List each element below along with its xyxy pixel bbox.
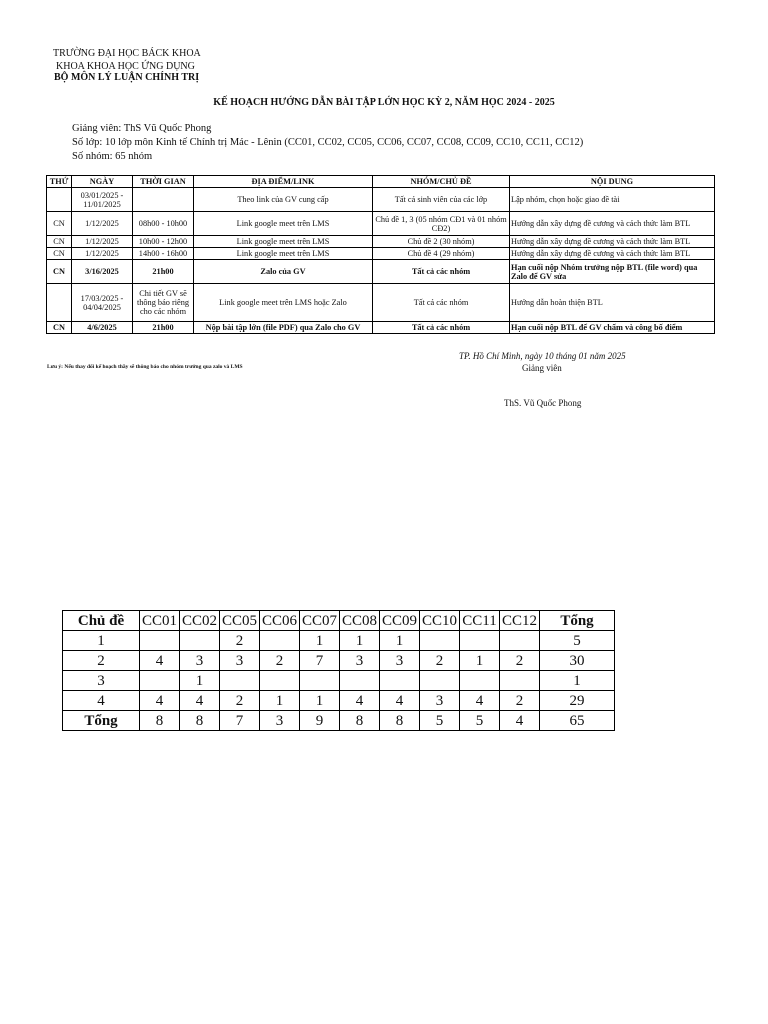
plan-cell: Zalo của GV xyxy=(194,260,373,284)
plan-cell: Hướng dẫn hoàn thiện BTL xyxy=(510,284,715,322)
summary-row xyxy=(63,631,615,651)
summary-cell: 3 xyxy=(380,651,420,671)
plan-cell: CN xyxy=(47,322,72,334)
plan-header-cell: ĐỊA ĐIỂM/LINK xyxy=(194,176,373,188)
summary-cell xyxy=(260,631,300,651)
summary-cell: 1 xyxy=(260,691,300,711)
groups-info: Số nhóm: 65 nhóm xyxy=(72,151,153,162)
summary-cell xyxy=(420,671,460,691)
summary-cell: 4 xyxy=(500,711,540,731)
plan-cell: 1/12/2025 xyxy=(72,248,133,260)
summary-row xyxy=(63,671,615,691)
summary-cell: 1 xyxy=(300,691,340,711)
plan-cell: Chủ đề 4 (29 nhóm) xyxy=(373,248,510,260)
plan-cell: Tất cả sinh viên của các lớp xyxy=(373,188,510,212)
summary-cell: 4 xyxy=(380,691,420,711)
summary-cell: 4 xyxy=(140,651,180,671)
plan-row xyxy=(47,260,715,284)
summary-cell: 8 xyxy=(140,711,180,731)
summary-cell: 5 xyxy=(420,711,460,731)
summary-cell: 1 xyxy=(180,671,220,691)
plan-cell: 1/12/2025 xyxy=(72,212,133,236)
summary-cell: 8 xyxy=(340,711,380,731)
plan-row xyxy=(47,188,715,212)
summary-cell xyxy=(460,671,500,691)
university-name: TRƯỜNG ĐẠI HỌC BÁCK KHOA xyxy=(53,48,201,59)
summary-cell: 7 xyxy=(300,651,340,671)
signature-name: ThS. Vũ Quốc Phong xyxy=(504,398,582,408)
plan-cell: Hướng dẫn xây dựng đề cương và cách thức làm BTL xyxy=(510,212,715,236)
summary-header-cell: CC12 xyxy=(500,611,540,631)
summary-cell xyxy=(140,671,180,691)
plan-row xyxy=(47,248,715,260)
summary-cell xyxy=(340,671,380,691)
document-title: KẾ HOẠCH HƯỚNG DẪN BÀI TẬP LỚN HỌC KỲ 2, NĂM HỌC 2024 - 2025 xyxy=(213,97,555,108)
summary-header-cell: CC09 xyxy=(380,611,420,631)
plan-cell xyxy=(47,188,72,212)
plan-cell: CN xyxy=(47,248,72,260)
plan-cell: 4/6/2025 xyxy=(72,322,133,334)
plan-cell: 14h00 - 16h00 xyxy=(133,248,194,260)
summary-cell xyxy=(300,671,340,691)
plan-header-row xyxy=(47,176,715,188)
plan-cell: Hạn cuối nộp BTL để GV chấm và công bố điểm xyxy=(510,322,715,334)
summary-cell: 3 xyxy=(220,651,260,671)
summary-row xyxy=(63,651,615,671)
summary-cell: 4 xyxy=(63,691,140,711)
plan-header-cell: NHÓM/CHỦ ĐỀ xyxy=(373,176,510,188)
plan-cell: 10h00 - 12h00 xyxy=(133,236,194,248)
summary-cell: 4 xyxy=(460,691,500,711)
signature-role: Giảng viên xyxy=(522,363,562,373)
plan-cell: 08h00 - 10h00 xyxy=(133,212,194,236)
plan-cell: Lập nhóm, chọn hoặc giao đề tài xyxy=(510,188,715,212)
summary-cell xyxy=(140,631,180,651)
plan-cell: Theo link của GV cung cấp xyxy=(194,188,373,212)
plan-cell: Chủ đề 1, 3 (05 nhóm CĐ1 và 01 nhóm CĐ2) xyxy=(373,212,510,236)
summary-cell: Tổng xyxy=(63,711,140,731)
plan-row xyxy=(47,212,715,236)
plan-cell: 21h00 xyxy=(133,322,194,334)
summary-header-cell: CC07 xyxy=(300,611,340,631)
summary-header-cell: CC10 xyxy=(420,611,460,631)
plan-cell: 1/12/2025 xyxy=(72,236,133,248)
summary-cell: 2 xyxy=(220,691,260,711)
plan-cell: CN xyxy=(47,236,72,248)
summary-header-cell: CC08 xyxy=(340,611,380,631)
summary-cell: 1 xyxy=(540,671,615,691)
summary-cell: 5 xyxy=(460,711,500,731)
summary-cell: 2 xyxy=(260,651,300,671)
summary-cell: 30 xyxy=(540,651,615,671)
plan-cell: 21h00 xyxy=(133,260,194,284)
plan-cell: 3/16/2025 xyxy=(72,260,133,284)
plan-cell: Link google meet trên LMS xyxy=(194,236,373,248)
plan-row xyxy=(47,322,715,334)
plan-header-cell: NỘI DUNG xyxy=(510,176,715,188)
summary-header-cell: CC02 xyxy=(180,611,220,631)
summary-cell: 3 xyxy=(180,651,220,671)
summary-header-row xyxy=(63,611,615,631)
summary-cell: 8 xyxy=(180,711,220,731)
summary-cell: 2 xyxy=(63,651,140,671)
plan-cell: 03/01/2025 - 11/01/2025 xyxy=(72,188,133,212)
plan-row xyxy=(47,284,715,322)
summary-cell: 4 xyxy=(140,691,180,711)
plan-cell: Hướng dẫn xây dựng đề cương và cách thức làm BTL xyxy=(510,236,715,248)
place-date: TP. Hồ Chí Minh, ngày 10 tháng 01 năm 2025 xyxy=(459,351,626,361)
plan-cell: Hạn cuối nộp Nhóm trưởng nộp BTL (file word) qua Zalo để GV sửa xyxy=(510,260,715,284)
summary-total-row xyxy=(63,711,615,731)
plan-cell: CN xyxy=(47,260,72,284)
plan-cell: CN xyxy=(47,212,72,236)
summary-cell xyxy=(260,671,300,691)
summary-cell: 29 xyxy=(540,691,615,711)
plan-cell: Link google meet trên LMS hoặc Zalo xyxy=(194,284,373,322)
summary-cell: 1 xyxy=(300,631,340,651)
summary-cell: 1 xyxy=(380,631,420,651)
summary-cell: 2 xyxy=(420,651,460,671)
plan-header-cell: NGÀY xyxy=(72,176,133,188)
summary-cell: 3 xyxy=(340,651,380,671)
plan-cell: Nộp bài tập lớn (file PDF) qua Zalo cho GV xyxy=(194,322,373,334)
summary-header-cell: CC01 xyxy=(140,611,180,631)
summary-header-cell: CC06 xyxy=(260,611,300,631)
plan-cell xyxy=(133,188,194,212)
summary-header-cell: Chủ đề xyxy=(63,611,140,631)
summary-cell xyxy=(180,631,220,651)
plan-cell xyxy=(47,284,72,322)
summary-cell: 3 xyxy=(420,691,460,711)
summary-cell: 4 xyxy=(340,691,380,711)
summary-cell: 7 xyxy=(220,711,260,731)
plan-cell: Tất cả các nhóm xyxy=(373,322,510,334)
plan-cell: Tất cả các nhóm xyxy=(373,284,510,322)
summary-table xyxy=(62,610,615,731)
summary-cell: 5 xyxy=(540,631,615,651)
summary-row xyxy=(63,691,615,711)
change-note: Lưu ý: Nếu thay đổi kế hoạch thầy sẽ thông báo cho nhóm trưởng qua zalo và LMS xyxy=(47,364,243,370)
classes-info: Số lớp: 10 lớp môn Kinh tế Chính trị Mác - Lênin (CC01, CC02, CC05, CC06, CC07, CC08, CC09, CC10, CC11, CC12) xyxy=(72,137,584,148)
summary-cell: 1 xyxy=(340,631,380,651)
plan-cell: Link google meet trên LMS xyxy=(194,212,373,236)
summary-cell: 65 xyxy=(540,711,615,731)
plan-table xyxy=(46,175,715,334)
summary-cell xyxy=(380,671,420,691)
plan-cell: 17/03/2025 - 04/04/2025 xyxy=(72,284,133,322)
plan-cell: Chủ đề 2 (30 nhóm) xyxy=(373,236,510,248)
summary-cell xyxy=(500,671,540,691)
summary-cell xyxy=(500,631,540,651)
summary-cell: 2 xyxy=(500,691,540,711)
summary-cell: 3 xyxy=(63,671,140,691)
summary-cell xyxy=(420,631,460,651)
summary-header-cell: CC11 xyxy=(460,611,500,631)
summary-cell: 3 xyxy=(260,711,300,731)
summary-cell: 2 xyxy=(220,631,260,651)
summary-cell xyxy=(220,671,260,691)
plan-cell: Hướng dẫn xây dựng đề cương và cách thức làm BTL xyxy=(510,248,715,260)
plan-cell: Chi tiết GV sẽ thông báo riêng cho các nhóm xyxy=(133,284,194,322)
lecturer-info: Giảng viên: ThS Vũ Quốc Phong xyxy=(72,123,212,134)
summary-header-cell: Tổng xyxy=(540,611,615,631)
plan-row xyxy=(47,236,715,248)
summary-cell: 1 xyxy=(63,631,140,651)
plan-cell: Tất cả các nhóm xyxy=(373,260,510,284)
plan-header-cell: THỜI GIAN xyxy=(133,176,194,188)
department-name: BỘ MÔN LÝ LUẬN CHÍNH TRỊ xyxy=(54,72,200,83)
summary-cell: 9 xyxy=(300,711,340,731)
faculty-name: KHOA KHOA HỌC ỨNG DỤNG xyxy=(56,61,195,72)
summary-cell xyxy=(460,631,500,651)
summary-cell: 2 xyxy=(500,651,540,671)
plan-header-cell: THỨ xyxy=(47,176,72,188)
summary-header-cell: CC05 xyxy=(220,611,260,631)
summary-cell: 4 xyxy=(180,691,220,711)
plan-cell: Link google meet trên LMS xyxy=(194,248,373,260)
summary-cell: 8 xyxy=(380,711,420,731)
summary-cell: 1 xyxy=(460,651,500,671)
